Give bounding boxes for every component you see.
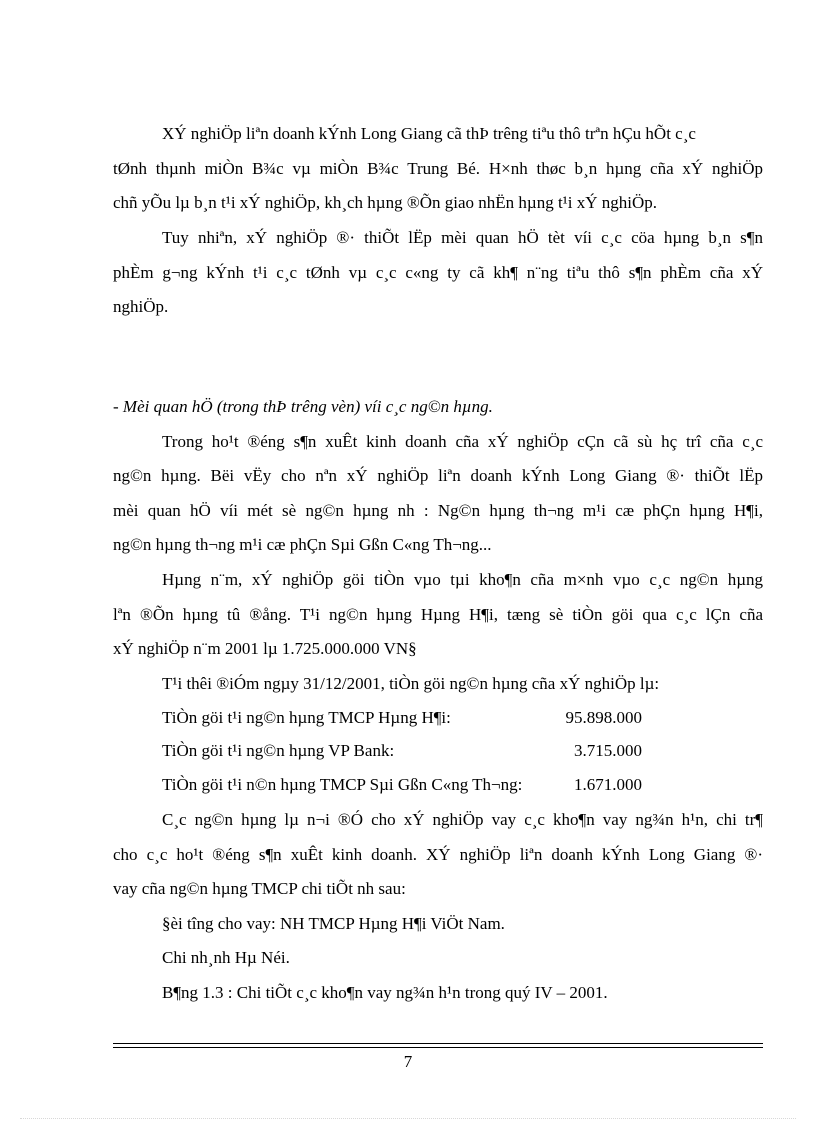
- deposit-label: TiÒn göi t¹i ng©n hµng TMCP Hµng H¶i:: [162, 708, 451, 727]
- footer-rule-thick: [113, 1043, 763, 1044]
- page-bottom-dotted-border: [20, 1118, 796, 1119]
- paragraph-4-line-2: lªn ®Õn hµng tû ®ång. T¹i ng©n hµng Hµng H¶i, tæng sè tiÒn göi qua c¸c lÇn cña: [113, 605, 763, 624]
- paragraph-3-line-3: mèi quan hÖ víi mét sè ng©n hµng nh : Ng©n hµng th¬ng m¹i cæ phÇn hµng H¶i,: [113, 501, 763, 520]
- paragraph-3-line-2: ng©n hµng. Bëi vËy cho nªn xÝ nghiÖp liªn doanh kÝnh Long Giang ®· thiÕt lËp: [113, 466, 763, 485]
- deposit-amount: 1.671.000: [574, 775, 642, 794]
- paragraph-4-line-3: xÝ nghiÖp n¨m 2001 lµ 1.725.000.000 VN§: [113, 639, 417, 658]
- page-number: 7: [403, 1052, 413, 1071]
- paragraph-2-line-3: nghiÖp.: [113, 297, 169, 316]
- loans-paragraph-line-1: C¸c ng©n hµng lµ n¬i ®Ó cho xÝ nghiÖp vay c¸c kho¶n vay ng¾n h¹n, chi tr¶: [162, 810, 763, 829]
- paragraph-1-line-2: tØnh thµnh miÒn B¾c vµ miÒn B¾c Trung Bé. H×nh thøc b¸n hµng cña xÝ nghiÖp: [113, 159, 763, 178]
- lender-line: §èi tîng cho vay: NH TMCP Hµng H¶i ViÖt Nam.: [162, 914, 505, 933]
- paragraph-1-line-1: XÝ nghiÖp liªn doanh kÝnh Long Giang cã thÞ trêng tiªu thô trªn hÇu hÕt c¸c: [162, 124, 696, 143]
- deposit-intro-line: T¹i thêi ®iÓm ngµy 31/12/2001, tiÒn göi ng©n hµng cña xÝ nghiÖp lµ:: [162, 674, 660, 693]
- paragraph-1-line-3: chñ yÕu lµ b¸n t¹i xÝ nghiÖp, kh¸ch hµng ®Õn giao nhËn hµng t¹i xÝ nghiÖp.: [113, 193, 658, 212]
- deposit-label: TiÒn göi t¹i n©n hµng TMCP Sµi Gßn C«ng Th¬ng:: [162, 775, 523, 794]
- paragraph-2-line-2: phÈm g¬ng kÝnh t¹i c¸c tØnh vµ c¸c c«ng ty cã kh¶ n¨ng tiªu thô s¶n phÈm cña xÝ: [113, 263, 763, 282]
- loans-paragraph-line-2: cho c¸c ho¹t ®éng s¶n xuÊt kinh doanh. XÝ nghiÖp liªn doanh kÝnh Long Giang ®·: [113, 845, 763, 864]
- paragraph-2-line-1: Tuy nhiªn, xÝ nghiÖp ®· thiÕt lËp mèi quan hÖ tèt víi c¸c cöa hµng b¸n s¶n: [162, 228, 763, 247]
- deposit-label: TiÒn göi t¹i ng©n hµng VP Bank:: [162, 741, 395, 760]
- deposit-amount: 95.898.000: [565, 708, 642, 727]
- deposit-amount: 3.715.000: [574, 741, 642, 760]
- table-caption: B¶ng 1.3 : Chi tiÕt c¸c kho¶n vay ng¾n h¹n trong quý IV – 2001.: [162, 983, 608, 1002]
- paragraph-4-line-1: Hµng n¨m, xÝ nghiÖp göi tiÒn vµo tµi kho¶n cña m×nh vµo c¸c ng©n hµng: [162, 570, 763, 589]
- loans-paragraph-line-3: vay cña ng©n hµng TMCP chi tiÕt nh sau:: [113, 879, 406, 898]
- footer-rule-thin: [113, 1047, 763, 1048]
- paragraph-3-line-1: Trong ho¹t ®éng s¶n xuÊt kinh doanh cña xÝ nghiÖp cÇn cã sù hç trî cña c¸c: [162, 432, 763, 451]
- paragraph-3-line-4: ng©n hµng th¬ng m¹i cæ phÇn Sµi Gßn C«ng Th¬ng...: [113, 535, 492, 554]
- section-heading: - Mèi quan hÖ (trong thÞ trêng vèn) víi c¸c ng©n hµng.: [113, 397, 493, 416]
- branch-line: Chi nh¸nh Hµ Néi.: [162, 948, 290, 967]
